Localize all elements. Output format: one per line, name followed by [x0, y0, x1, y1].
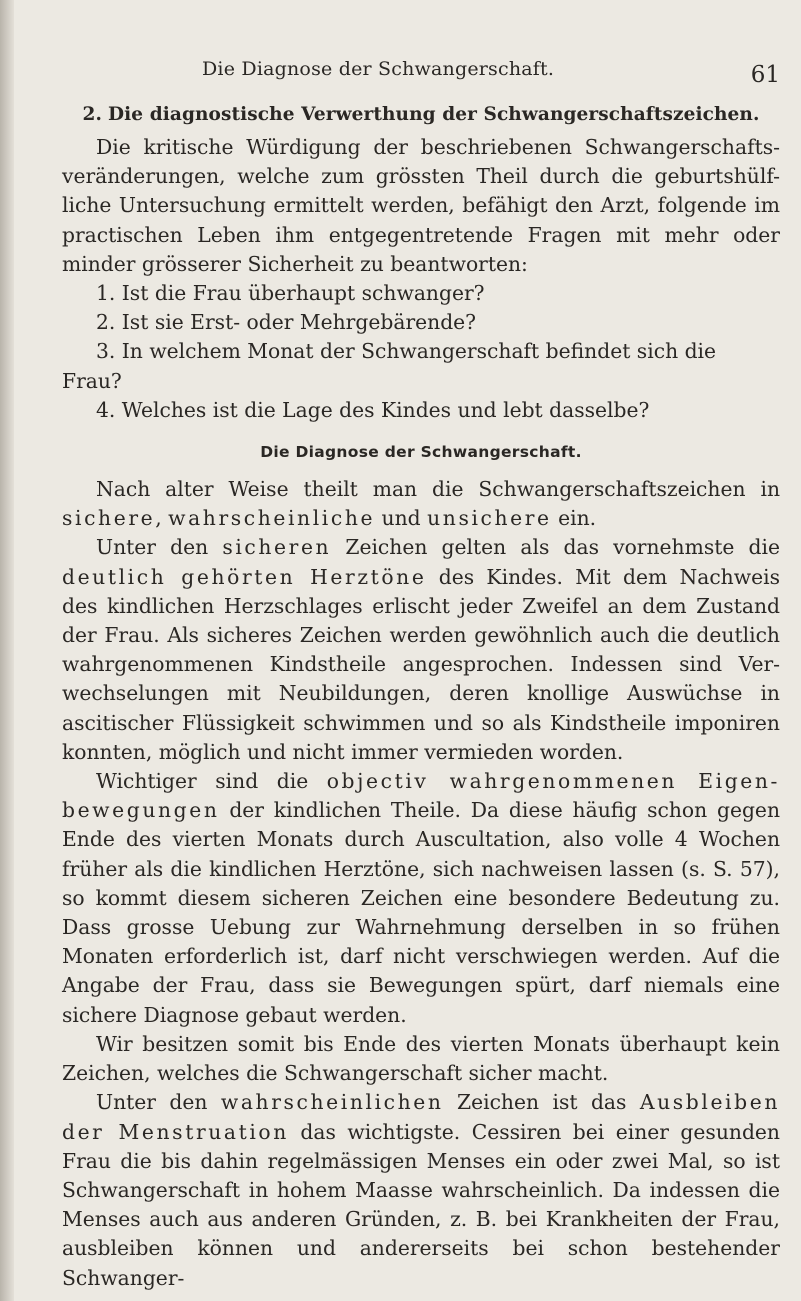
- text-run: ,: [155, 506, 169, 531]
- emphasis-herztoene: deutlich gehörten Herztöne: [62, 564, 427, 589]
- question-item: 1. Ist die Frau überhaupt schwanger?: [96, 281, 485, 306]
- text-run: Zeichen ist das: [443, 1090, 640, 1115]
- running-head: [62, 50, 780, 86]
- section-heading: [62, 104, 780, 125]
- section-number: 2.: [82, 104, 103, 125]
- subheading: Die Diagnose der Schwangerschaft.: [260, 443, 582, 462]
- page-number: 61: [750, 62, 780, 88]
- page-edge: [0, 0, 14, 1301]
- running-title: Die Diagnose der Schwangerschaft.: [202, 58, 555, 80]
- text-run: ein.: [551, 506, 597, 531]
- text-run: Unter den: [96, 1090, 221, 1115]
- emphasis-unsichere: unsichere: [427, 506, 552, 531]
- emphasis-wahrscheinlichen: wahrscheinlichen: [220, 1090, 444, 1115]
- question-item: 3. In welchem Monat der Schwangerschaft befindet sich die: [96, 339, 717, 364]
- text-run: des Kindes. Mit dem Nachweis des kindlichen Herzschlages erlischt jeder Zweifel an dem Zustand der Frau. Als sicheres Zeichen werden gewöhnlich auch die deutlich wahrgenommenen Kindstheile angesprochen. Indessen sind Ver-wechselungen mit Neubildungen, deren knollige Auswüchse in ascitischer Flüssigkeit schwimmen und so als Kindstheile imponiren konnten, möglich und nicht immer vermieden worden.: [62, 564, 780, 764]
- paragraph-sure-signs: [62, 533, 780, 767]
- text-run: das wichtigste. Cessiren bei einer gesunden Frau die bis dahin regelmässigen Menses ein oder zwei Mal, so ist Schwangerschaft in hohem Maasse wahrscheinlich. Da indessen die Menses auch aus anderen Gründen, z. B. bei Krankheiten der Frau, ausbleiben können und andererseits bei schon bestehender Schwanger-: [62, 1119, 780, 1290]
- section-title: Die diagnostische Verwerthung der Schwangerschaftszeichen.: [108, 104, 760, 125]
- paragraph-no-sure-sign: Wir besitzen somit bis Ende des vierten Monats überhaupt kein Zeichen, welches die Schwangerschaft sicher macht.: [62, 1031, 780, 1086]
- text-run: Nach alter Weise theilt man die Schwangerschaftszeichen in: [96, 477, 780, 502]
- text-run: Wichtiger sind die: [96, 769, 327, 794]
- text-run: der kindlichen Theile. Da diese häufig schon gegen Ende des vierten Monats durch Auscultation, also volle 4 Wochen früher als die kindlichen Herztöne, sich nachweisen lassen (s. S. 57), so kommt diesem sicheren Zeichen eine besondere Bedeutung zu. Dass grosse Uebung zur Wahrnehmung derselben in so frühen Monaten erforderlich ist, darf nicht verschwiegen werden. Auf die Angabe der Frau, dass sie Bewegungen spürt, darf niemals eine sichere Diagnose gebaut werden.: [62, 798, 780, 1027]
- question-item: 4. Welches ist die Lage des Kindes und lebt dasselbe?: [96, 397, 650, 422]
- paragraph-probable-signs: [62, 1088, 780, 1292]
- emphasis-sicheren: sicheren: [222, 535, 332, 560]
- question-item: 2. Ist sie Erst- oder Mehrgebärende?: [96, 310, 477, 335]
- emphasis-ausbleiben: Ausbleiben der Menstruation: [62, 1090, 780, 1144]
- text-run: Unter den: [96, 535, 223, 560]
- emphasis-sichere: sichere: [62, 506, 156, 531]
- emphasis-wahrscheinliche: wahrscheinliche: [168, 506, 376, 531]
- paragraph-classification: [62, 475, 780, 533]
- emphasis-eigenbewegungen: objectiv wahrgenommenen Eigen-bewegungen: [62, 769, 780, 823]
- paragraph-movements: [62, 767, 780, 1030]
- text-run: und: [375, 506, 428, 531]
- question-continuation: Frau?: [62, 368, 122, 393]
- text-run: Zeichen gelten als das vornehmste die: [331, 535, 780, 560]
- question-list: [62, 279, 780, 425]
- intro-paragraph: Die kritische Würdigung der beschriebenen Schwangerschafts-veränderungen, welche zum grössten Theil durch die geburtshülf-liche Untersuchung ermittelt werden, befähigt den Arzt, folgende im practischen Leben ihm entgegentretende Fragen mit mehr oder minder grösserer Sicherheit zu beantworten:: [62, 135, 780, 276]
- question-item: [62, 367, 780, 396]
- book-page: [62, 50, 780, 1293]
